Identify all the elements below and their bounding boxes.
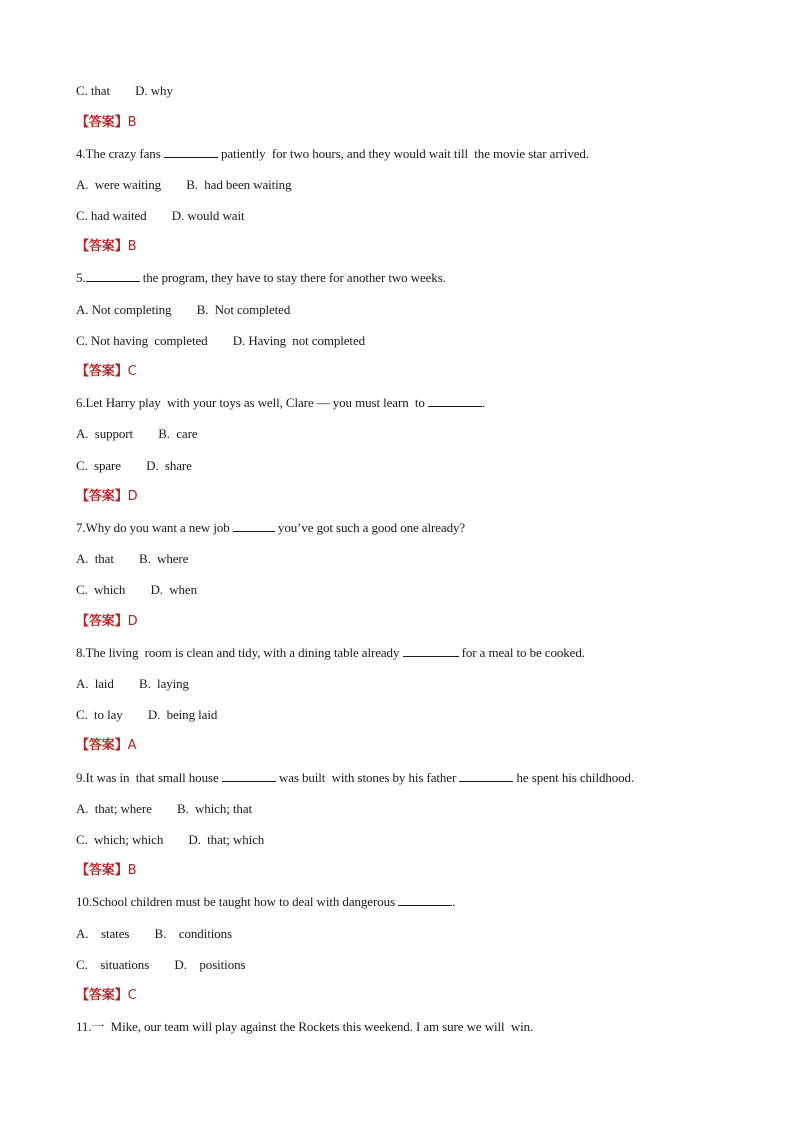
option-line: A. that; where B. which; that (76, 801, 252, 816)
answer-line: 【答案】D (76, 614, 138, 629)
option-line: C. to lay D. being laid (76, 707, 218, 722)
answer-blank (459, 769, 513, 782)
answer-blank (164, 145, 218, 158)
option-line: A. that B. where (76, 551, 189, 566)
answer-blank (86, 269, 140, 282)
question-8: 8.The living room is clean and tidy, with a dining table already for a meal to be cooked. (76, 645, 585, 660)
option-line: A. Not completing B. Not completed (76, 302, 291, 317)
question-5: 5. the program, they have to stay there for another two weeks. (76, 270, 446, 285)
option-line: A. laid B. laying (76, 676, 189, 691)
answer-line: 【答案】B (76, 863, 137, 878)
answer-line: 【答案】B (76, 239, 137, 254)
answer-blank (398, 893, 452, 906)
answer-line: 【答案】C (76, 364, 137, 379)
answer-blank (233, 519, 275, 532)
option-line: C. spare D. share (76, 458, 192, 473)
option-line: C. situations D. positions (76, 957, 246, 972)
answer-line: 【答案】B (76, 115, 137, 130)
question-11: 11.一 Mike, our team will play against the Rockets this weekend. I am sure we will win. (76, 1019, 534, 1034)
option-line: C. Not having completed D. Having not completed (76, 333, 366, 348)
answer-line: 【答案】A (76, 738, 137, 753)
question-7: 7.Why do you want a new job you’ve got such a good one already? (76, 520, 466, 535)
option-line: C. which D. when (76, 582, 197, 597)
option-line: C. that D. why (76, 83, 173, 98)
answer-blank (428, 394, 482, 407)
option-line: C. had waited D. would wait (76, 208, 245, 223)
question-6: 6.Let Harry play with your toys as well, Clare — you must learn to . (76, 395, 486, 410)
question-9: 9.It was in that small house was built with stones by his father he spent his childhood. (76, 770, 635, 785)
answer-line: 【答案】C (76, 988, 137, 1003)
option-line: A. were waiting B. had been waiting (76, 177, 292, 192)
question-10: 10.School children must be taught how to deal with dangerous . (76, 894, 456, 909)
answer-line: 【答案】D (76, 489, 138, 504)
option-line: A. support B. care (76, 426, 198, 441)
question-4: 4.The crazy fans patiently for two hours, and they would wait till the movie star arrived. (76, 146, 589, 161)
option-line: A. states B. conditions (76, 926, 233, 941)
option-line: C. which; which D. that; which (76, 832, 265, 847)
answer-blank (222, 769, 276, 782)
answer-blank (403, 644, 459, 657)
